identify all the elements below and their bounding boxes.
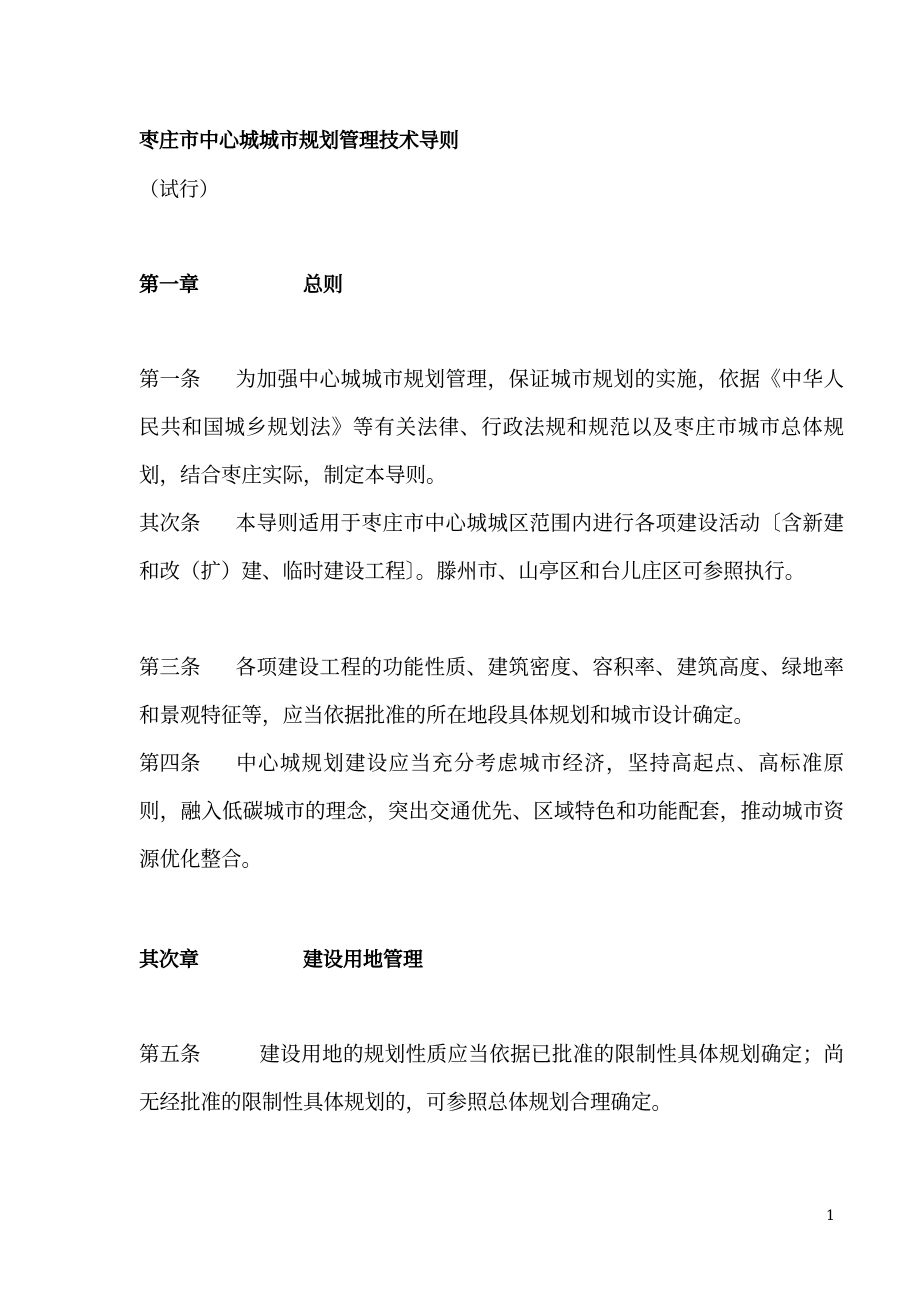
article-number: 第四条 — [139, 751, 201, 775]
article-5 — [139, 1030, 844, 1126]
article-number: 第一条 — [139, 367, 201, 391]
document-subtitle: （试行） — [139, 177, 219, 201]
chapter-name: 总则 — [303, 272, 343, 296]
article-1 — [139, 355, 844, 499]
article-number: 第五条 — [139, 1042, 201, 1066]
article-text: 建设用地的规划性质应当依据已批准的限制性具体规划确定；尚无经批准的限制性具体规划的，可参照总体规划合理确定。 — [139, 1042, 844, 1114]
article-3 — [139, 643, 844, 739]
article-text: 为加强中心城城市规划管理，保证城市规划的实施，依据《中华人民共和国城乡规划法》等有关法律、行政法规和规范以及枣庄市城市总体规划，结合枣庄实际，制定本导则。 — [139, 367, 844, 487]
article-text: 本导则适用于枣庄市中心城城区范围内进行各项建设活动〔含新建和改（扩）建、临时建设工程〕。滕州市、山亭区和台儿庄区可参照执行。 — [139, 511, 844, 583]
page-number: 1 — [826, 1208, 835, 1224]
article-2 — [139, 499, 844, 595]
chapter-heading-2 — [139, 943, 423, 972]
article-4 — [139, 739, 844, 883]
article-number: 其次条 — [139, 511, 201, 535]
article-text: 中心城规划建设应当充分考虑城市经济，坚持高起点、高标准原则，融入低碳城市的理念，突出交通优先、区域特色和功能配套，推动城市资源优化整合。 — [139, 751, 844, 871]
chapter-number: 其次章 — [139, 947, 199, 971]
chapter-name: 建设用地管理 — [303, 947, 423, 971]
article-text: 各项建设工程的功能性质、建筑密度、容积率、建筑高度、绿地率和景观特征等，应当依据批准的所在地段具体规划和城市设计确定。 — [139, 655, 844, 727]
chapter-number: 第一章 — [139, 272, 199, 296]
chapter-heading-1 — [139, 268, 343, 297]
document-title: 枣庄市中心城城市规划管理技术导则 — [139, 128, 459, 152]
article-number: 第三条 — [139, 655, 201, 679]
